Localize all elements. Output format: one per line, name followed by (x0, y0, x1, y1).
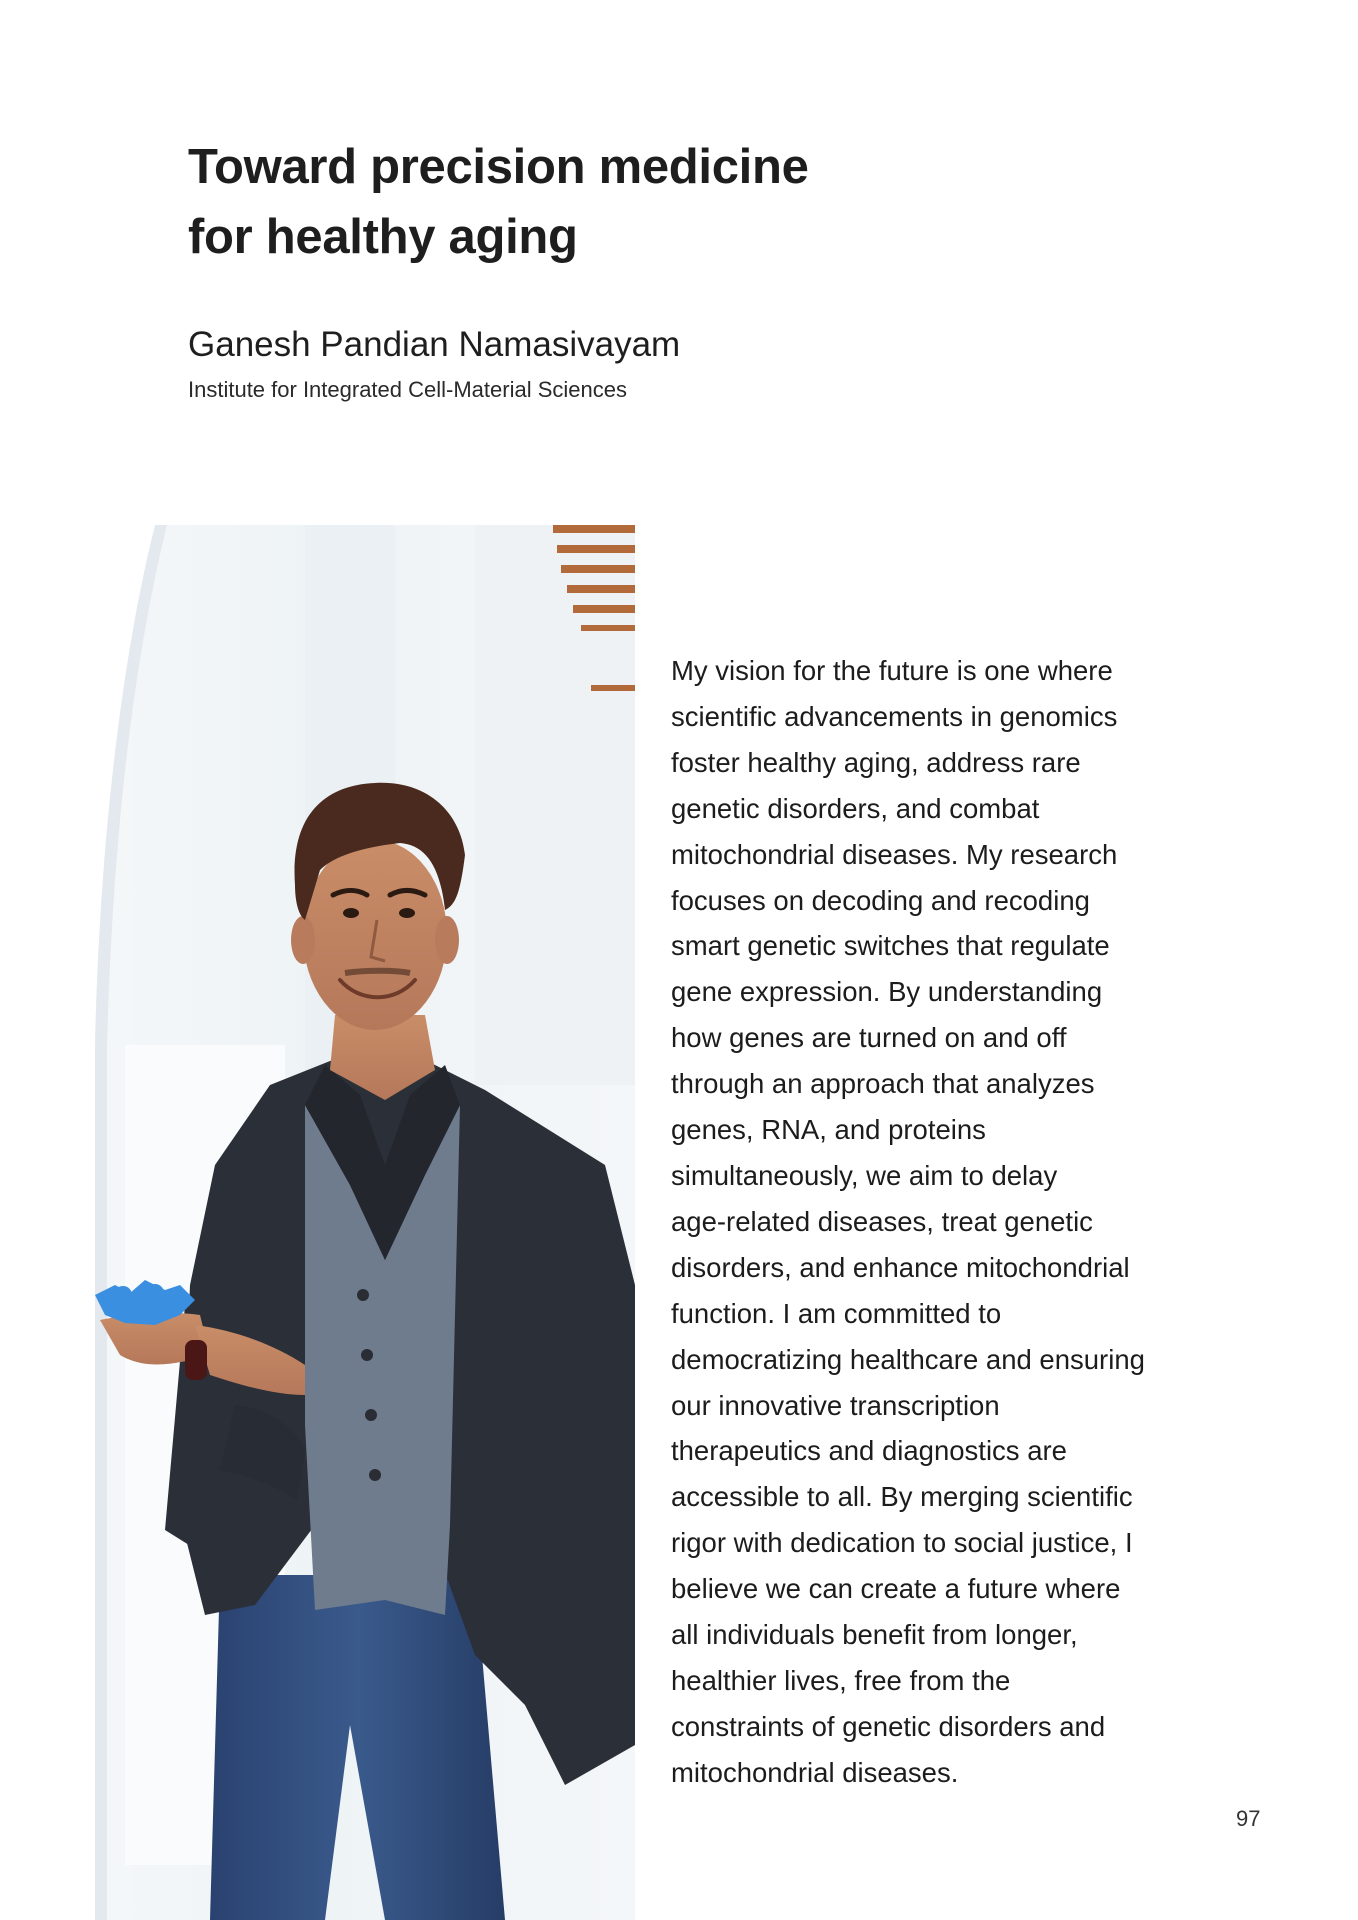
body-line: through an approach that analyzes (671, 1068, 1095, 1100)
body-line: genetic disorders, and combat (671, 792, 1040, 824)
body-line: believe we can create a future where (671, 1573, 1121, 1605)
body-line: function. I am committed to (671, 1297, 1002, 1329)
author-affiliation: Institute for Integrated Cell-Material Sciences (188, 377, 627, 402)
body-line: My vision for the future is one where (671, 655, 1113, 686)
body-line: mitochondrial diseases. (671, 1756, 959, 1788)
body-line: accessible to all. By merging scientific (671, 1481, 1133, 1513)
portrait-photo (5, 525, 635, 1920)
body-line: simultaneously, we aim to delay (671, 1159, 1058, 1191)
body-line: democratizing healthcare and ensuring (671, 1343, 1145, 1375)
body-line: age-related diseases, treat genetic (671, 1205, 1093, 1237)
body-line: therapeutics and diagnostics are (671, 1435, 1067, 1467)
author-name: Ganesh Pandian Namasivayam (188, 325, 681, 364)
body-line: gene expression. By understanding (671, 976, 1103, 1008)
body-line: rigor with dedication to social justice, I (671, 1527, 1133, 1559)
body-line: healthier lives, free from the (671, 1664, 1011, 1696)
title-line-1: Toward precision medicine (188, 140, 809, 194)
article-title (188, 132, 1088, 272)
body-line: scientific advancements in genomics (671, 700, 1118, 732)
body-line: all individuals benefit from longer, (671, 1619, 1078, 1651)
body-line: constraints of genetic disorders and (671, 1710, 1106, 1742)
title-line-2: for healthy aging (188, 210, 578, 264)
body-line: focuses on decoding and recoding (671, 884, 1090, 916)
body-line: disorders, and enhance mitochondrial (671, 1251, 1130, 1283)
body-line: our innovative transcription (671, 1389, 1000, 1421)
body-line: mitochondrial diseases. My research (671, 838, 1118, 870)
body-line: how genes are turned on and off (671, 1022, 1067, 1054)
body-line: genes, RNA, and proteins (671, 1114, 986, 1146)
body-line: foster healthy aging, address rare (671, 746, 1081, 778)
body-line: smart genetic switches that regulate (671, 930, 1110, 962)
article-body (671, 648, 1191, 1796)
page-number: 97 (1236, 1806, 1261, 1831)
